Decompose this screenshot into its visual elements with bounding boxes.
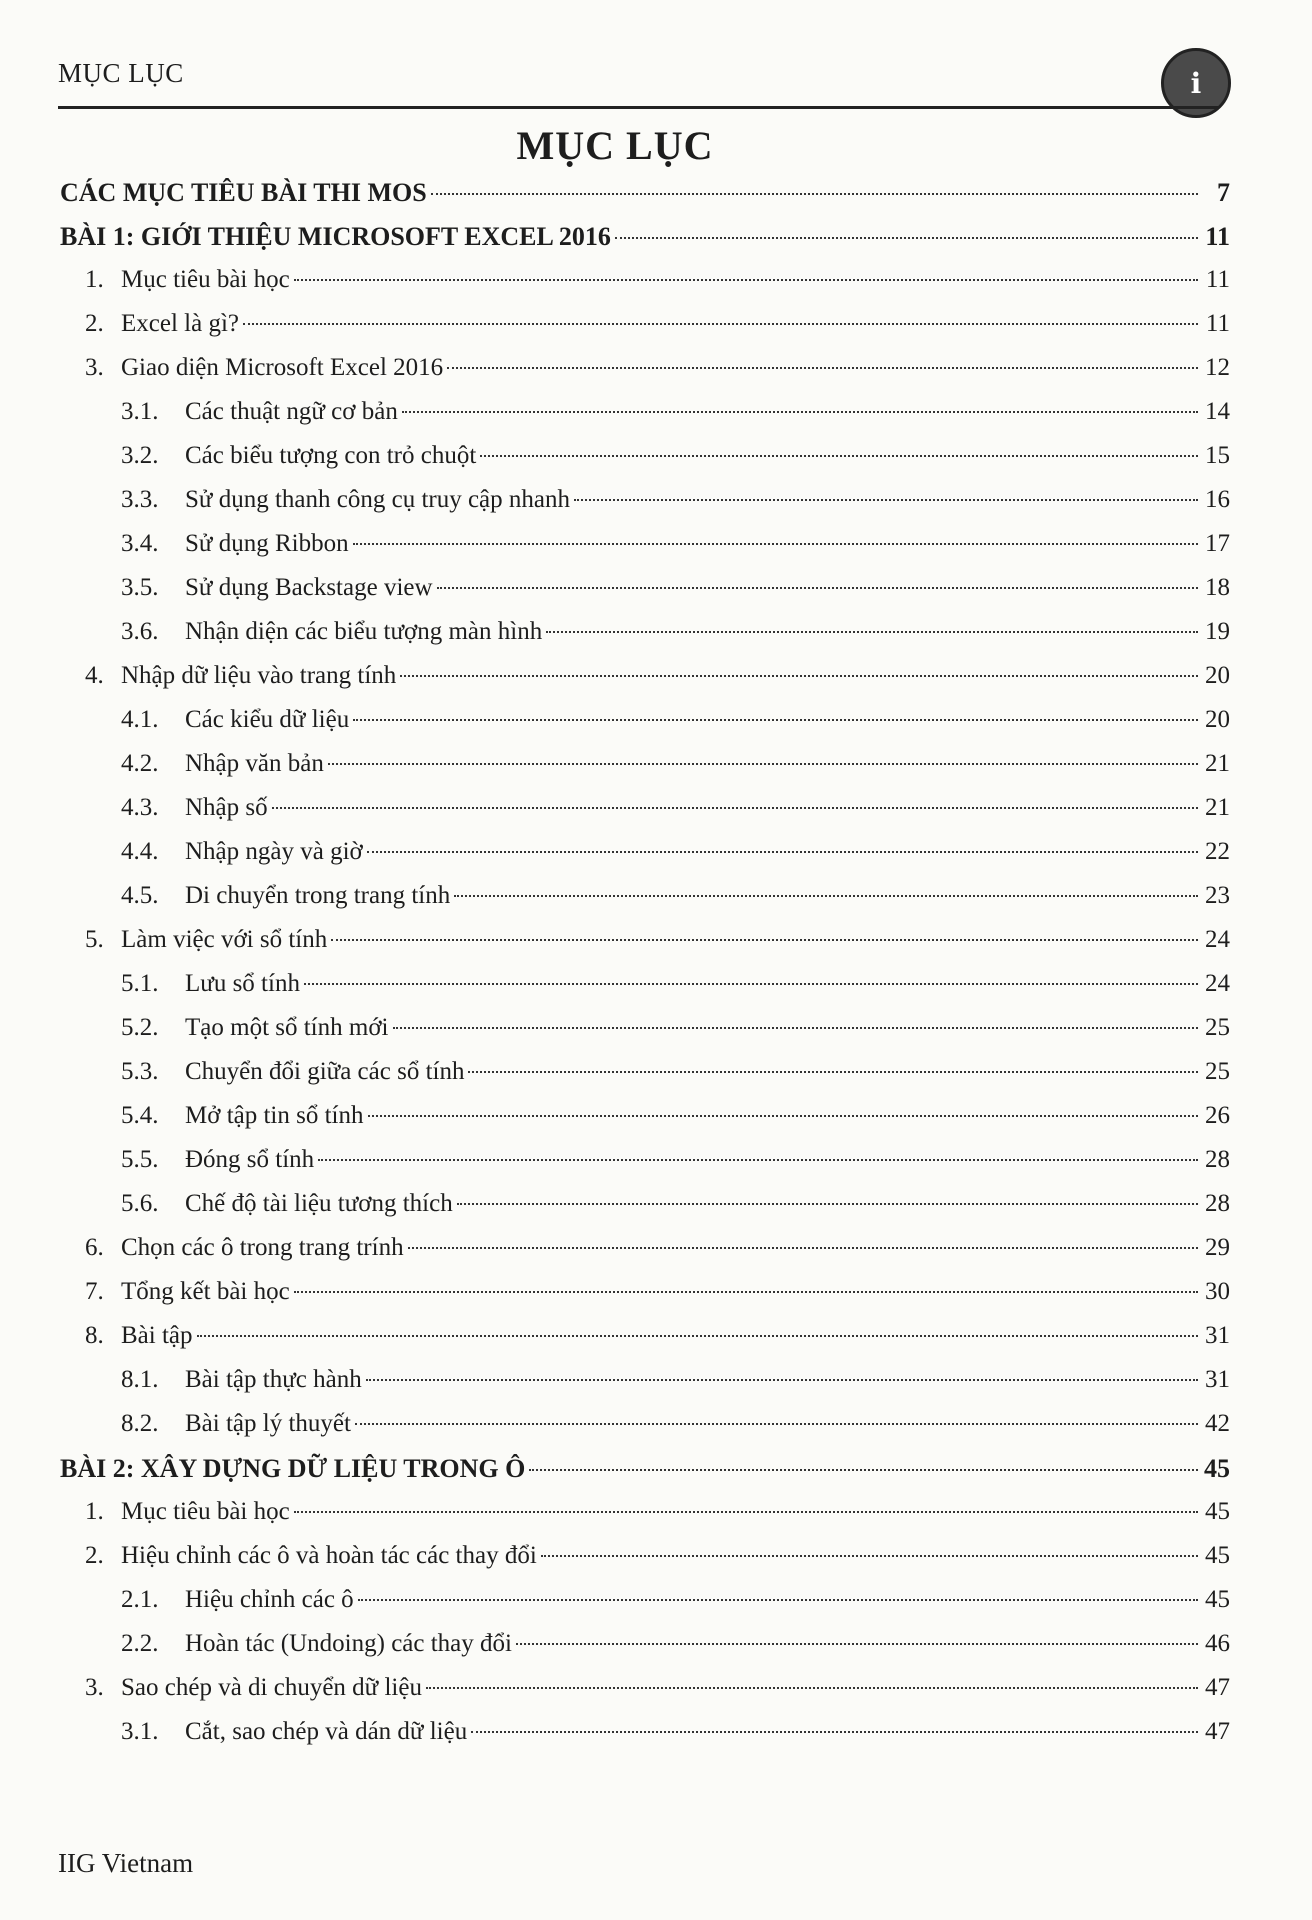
dot-leader <box>366 1379 1198 1381</box>
dot-leader <box>468 1071 1198 1073</box>
toc-entry-page: 12 <box>1205 354 1230 381</box>
toc-entry-page: 11 <box>1205 310 1230 337</box>
dot-leader <box>353 543 1198 545</box>
dot-leader <box>272 807 1198 809</box>
toc-entry <box>60 750 1230 794</box>
dot-leader <box>304 983 1198 985</box>
toc-entry-number: 3. <box>85 1674 104 1701</box>
toc-entry-number: 4.4. <box>121 838 159 865</box>
toc-entry-page: 20 <box>1205 706 1230 733</box>
toc-entry <box>60 1234 1230 1278</box>
toc-entry-number: 2.2. <box>121 1630 159 1657</box>
dot-leader <box>294 1511 1198 1513</box>
toc-entry-number: 3.1. <box>121 398 159 425</box>
toc-entry-number: 5.1. <box>121 970 159 997</box>
toc-entry-title: Sử dụng thanh công cụ truy cập nhanh <box>185 486 570 513</box>
dot-leader <box>529 1469 1198 1471</box>
toc-entry-number: 3.2. <box>121 442 159 469</box>
toc-entry-page: 30 <box>1205 1278 1230 1305</box>
toc-entry-title: Mục tiêu bài học <box>121 1498 290 1525</box>
toc-entry <box>60 662 1230 706</box>
dot-leader <box>367 851 1198 853</box>
toc-entry-number: 4.5. <box>121 882 159 909</box>
toc-entry-title: Di chuyển trong trang tính <box>185 882 451 909</box>
toc-entry-number: 8.2. <box>121 1410 159 1437</box>
toc-entry-page: 29 <box>1205 1234 1230 1261</box>
dot-leader <box>294 1291 1198 1293</box>
toc-entry-page: 23 <box>1205 882 1230 909</box>
toc-entry-number: 5.6. <box>121 1190 159 1217</box>
toc-entry-title: Các kiểu dữ liệu <box>185 706 350 733</box>
toc-entry-title: Mở tập tin sổ tính <box>185 1102 364 1129</box>
toc-entry-title: Tổng kết bài học <box>121 1278 290 1305</box>
toc-entry-title: Nhập văn bản <box>185 750 324 777</box>
toc-entry <box>60 1278 1230 1322</box>
toc-entry-title: Cắt, sao chép và dán dữ liệu <box>185 1718 468 1745</box>
toc-entry-page: 47 <box>1205 1718 1230 1745</box>
dot-leader <box>318 1159 1198 1161</box>
toc-entry <box>60 1146 1230 1190</box>
page-number-badge: i <box>1161 48 1231 118</box>
toc-entry-number: 3.3. <box>121 486 159 513</box>
table-of-contents <box>60 178 1230 1762</box>
toc-entry <box>60 1542 1230 1586</box>
dot-leader <box>328 763 1198 765</box>
toc-entry <box>60 222 1230 266</box>
toc-entry-title: Nhập số <box>185 794 268 821</box>
toc-entry-title: Hoàn tác (Undoing) các thay đổi <box>185 1630 512 1657</box>
dot-leader <box>426 1687 1198 1689</box>
toc-entry-title: Bài tập thực hành <box>185 1366 362 1393</box>
toc-entry <box>60 1630 1230 1674</box>
toc-entry-page: 46 <box>1205 1630 1230 1657</box>
toc-entry-page: 14 <box>1205 398 1230 425</box>
dot-leader <box>471 1731 1198 1733</box>
dot-leader <box>480 455 1198 457</box>
dot-leader <box>447 367 1198 369</box>
toc-entry-page: 45 <box>1205 1586 1230 1613</box>
toc-entry <box>60 574 1230 618</box>
toc-entry <box>60 1410 1230 1454</box>
toc-entry-number: 5.5. <box>121 1146 159 1173</box>
toc-entry-number: 7. <box>85 1278 104 1305</box>
toc-entry-title: Bài tập lý thuyết <box>185 1410 351 1437</box>
toc-entry-number: 4.2. <box>121 750 159 777</box>
toc-entry-title: Hiệu chỉnh các ô <box>185 1586 354 1613</box>
toc-entry-title: Các thuật ngữ cơ bản <box>185 398 398 425</box>
toc-entry <box>60 1718 1230 1762</box>
toc-entry-number: 5.2. <box>121 1014 159 1041</box>
toc-entry-number: 4. <box>85 662 104 689</box>
toc-entry <box>60 398 1230 442</box>
dot-leader <box>574 499 1198 501</box>
toc-entry <box>60 354 1230 398</box>
toc-entry-page: 28 <box>1205 1190 1230 1217</box>
toc-entry <box>60 530 1230 574</box>
toc-entry-page: 16 <box>1205 486 1230 513</box>
toc-entry <box>60 442 1230 486</box>
dot-leader <box>355 1423 1198 1425</box>
toc-entry-page: 7 <box>1217 178 1230 207</box>
toc-entry <box>60 1322 1230 1366</box>
dot-leader <box>331 939 1198 941</box>
toc-entry <box>60 1058 1230 1102</box>
toc-entry-page: 25 <box>1205 1014 1230 1041</box>
page-title: MỤC LỤC <box>516 123 714 168</box>
toc-entry-number: 2.1. <box>121 1586 159 1613</box>
toc-entry-title: Bài tập <box>121 1322 193 1349</box>
dot-leader <box>197 1335 1198 1337</box>
toc-entry-page: 17 <box>1205 530 1230 557</box>
toc-entry-number: 1. <box>85 1498 104 1525</box>
dot-leader <box>516 1643 1198 1645</box>
toc-entry-page: 45 <box>1205 1542 1230 1569</box>
toc-entry-page: 18 <box>1205 574 1230 601</box>
dot-leader <box>294 279 1198 281</box>
toc-entry-number: 3. <box>85 354 104 381</box>
toc-entry-number: 3.5. <box>121 574 159 601</box>
dot-leader <box>402 411 1198 413</box>
dot-leader <box>400 675 1198 677</box>
toc-entry-number: 4.3. <box>121 794 159 821</box>
toc-entry-title: Mục tiêu bài học <box>121 266 290 293</box>
toc-entry <box>60 1190 1230 1234</box>
toc-entry-page: 47 <box>1205 1674 1230 1701</box>
toc-entry-number: 5.4. <box>121 1102 159 1129</box>
toc-entry <box>60 926 1230 970</box>
toc-entry-page: 15 <box>1205 442 1230 469</box>
toc-entry-number: 3.4. <box>121 530 159 557</box>
toc-entry-number: 3.6. <box>121 618 159 645</box>
toc-entry <box>60 1014 1230 1058</box>
dot-leader <box>393 1027 1199 1029</box>
dot-leader <box>353 719 1198 721</box>
toc-entry-number: 3.1. <box>121 1718 159 1745</box>
toc-entry-page: 21 <box>1205 794 1230 821</box>
toc-entry-title: Chế độ tài liệu tương thích <box>185 1190 453 1217</box>
toc-entry-page: 19 <box>1205 618 1230 645</box>
toc-entry-title: Sử dụng Backstage view <box>185 574 433 601</box>
toc-entry-page: 45 <box>1204 1454 1230 1483</box>
toc-entry-page: 42 <box>1205 1410 1230 1437</box>
dot-leader <box>408 1247 1198 1249</box>
toc-entry-title: Đóng sổ tính <box>185 1146 315 1173</box>
toc-entry-page: 25 <box>1205 1058 1230 1085</box>
toc-entry-title: Nhận diện các biểu tượng màn hình <box>185 618 543 645</box>
footer-publisher: IIG Vietnam <box>58 1848 194 1878</box>
dot-leader <box>454 895 1198 897</box>
dot-leader <box>615 237 1198 239</box>
toc-entry-page: 28 <box>1205 1146 1230 1173</box>
toc-entry <box>60 1674 1230 1718</box>
running-title: MỤC LỤC <box>58 58 184 88</box>
toc-entry-title: Sao chép và di chuyển dữ liệu <box>121 1674 422 1701</box>
toc-entry-title: Nhập ngày và giờ <box>185 838 363 865</box>
toc-entry <box>60 970 1230 1014</box>
dot-leader <box>546 631 1198 633</box>
toc-entry-number: 2. <box>85 310 104 337</box>
toc-entry-title: Hiệu chỉnh các ô và hoàn tác các thay đổi <box>121 1542 537 1569</box>
toc-entry-number: 4.1. <box>121 706 159 733</box>
toc-entry <box>60 1366 1230 1410</box>
toc-entry-page: 22 <box>1205 838 1230 865</box>
header-rule <box>58 106 1218 109</box>
toc-entry-title: Chuyển đổi giữa các sổ tính <box>185 1058 465 1085</box>
toc-entry-title: BÀI 2: XÂY DỰNG DỮ LIỆU TRONG Ô <box>60 1454 526 1483</box>
toc-entry-title: BÀI 1: GIỚI THIỆU MICROSOFT EXCEL 2016 <box>60 222 611 251</box>
toc-entry-page: 26 <box>1205 1102 1230 1129</box>
toc-entry-page: 11 <box>1205 266 1230 293</box>
toc-entry-page: 20 <box>1205 662 1230 689</box>
dot-leader <box>243 323 1198 325</box>
toc-entry <box>60 310 1230 354</box>
dot-leader <box>437 587 1198 589</box>
toc-entry-page: 21 <box>1205 750 1230 777</box>
toc-entry-title: CÁC MỤC TIÊU BÀI THI MOS <box>60 178 427 207</box>
toc-entry <box>60 486 1230 530</box>
toc-entry-title: Làm việc với sổ tính <box>121 926 328 953</box>
toc-entry-title: Chọn các ô trong trang trính <box>121 1234 404 1261</box>
toc-entry <box>60 1586 1230 1630</box>
toc-entry <box>60 266 1230 310</box>
page-header <box>58 48 1228 118</box>
toc-entry-title: Các biểu tượng con trỏ chuột <box>185 442 477 469</box>
toc-entry-page: 31 <box>1205 1366 1230 1393</box>
toc-entry-number: 1. <box>85 266 104 293</box>
toc-entry-title: Tạo một sổ tính mới <box>185 1014 389 1041</box>
toc-entry <box>60 1454 1230 1498</box>
toc-entry <box>60 706 1230 750</box>
toc-entry <box>60 838 1230 882</box>
toc-entry-number: 6. <box>85 1234 104 1261</box>
dot-leader <box>457 1203 1198 1205</box>
toc-entry-page: 24 <box>1205 926 1230 953</box>
toc-entry-number: 8.1. <box>121 1366 159 1393</box>
toc-entry-page: 24 <box>1205 970 1230 997</box>
toc-entry-title: Excel là gì? <box>121 310 239 337</box>
toc-entry <box>60 178 1230 222</box>
toc-entry-page: 31 <box>1205 1322 1230 1349</box>
toc-entry <box>60 1102 1230 1146</box>
toc-entry-number: 2. <box>85 1542 104 1569</box>
toc-entry <box>60 794 1230 838</box>
toc-entry-title: Giao diện Microsoft Excel 2016 <box>121 354 444 381</box>
toc-entry-title: Nhập dữ liệu vào trang tính <box>121 662 397 689</box>
dot-leader <box>431 193 1198 195</box>
toc-entry <box>60 882 1230 926</box>
toc-entry-number: 8. <box>85 1322 104 1349</box>
toc-entry-title: Lưu sổ tính <box>185 970 300 997</box>
dot-leader <box>358 1599 1198 1601</box>
dot-leader <box>368 1115 1198 1117</box>
toc-entry-number: 5. <box>85 926 104 953</box>
toc-entry <box>60 618 1230 662</box>
toc-entry-page: 45 <box>1205 1498 1230 1525</box>
toc-entry <box>60 1498 1230 1542</box>
toc-entry-number: 5.3. <box>121 1058 159 1085</box>
toc-entry-title: Sử dụng Ribbon <box>185 530 349 557</box>
toc-entry-page: 11 <box>1205 222 1230 251</box>
dot-leader <box>541 1555 1198 1557</box>
